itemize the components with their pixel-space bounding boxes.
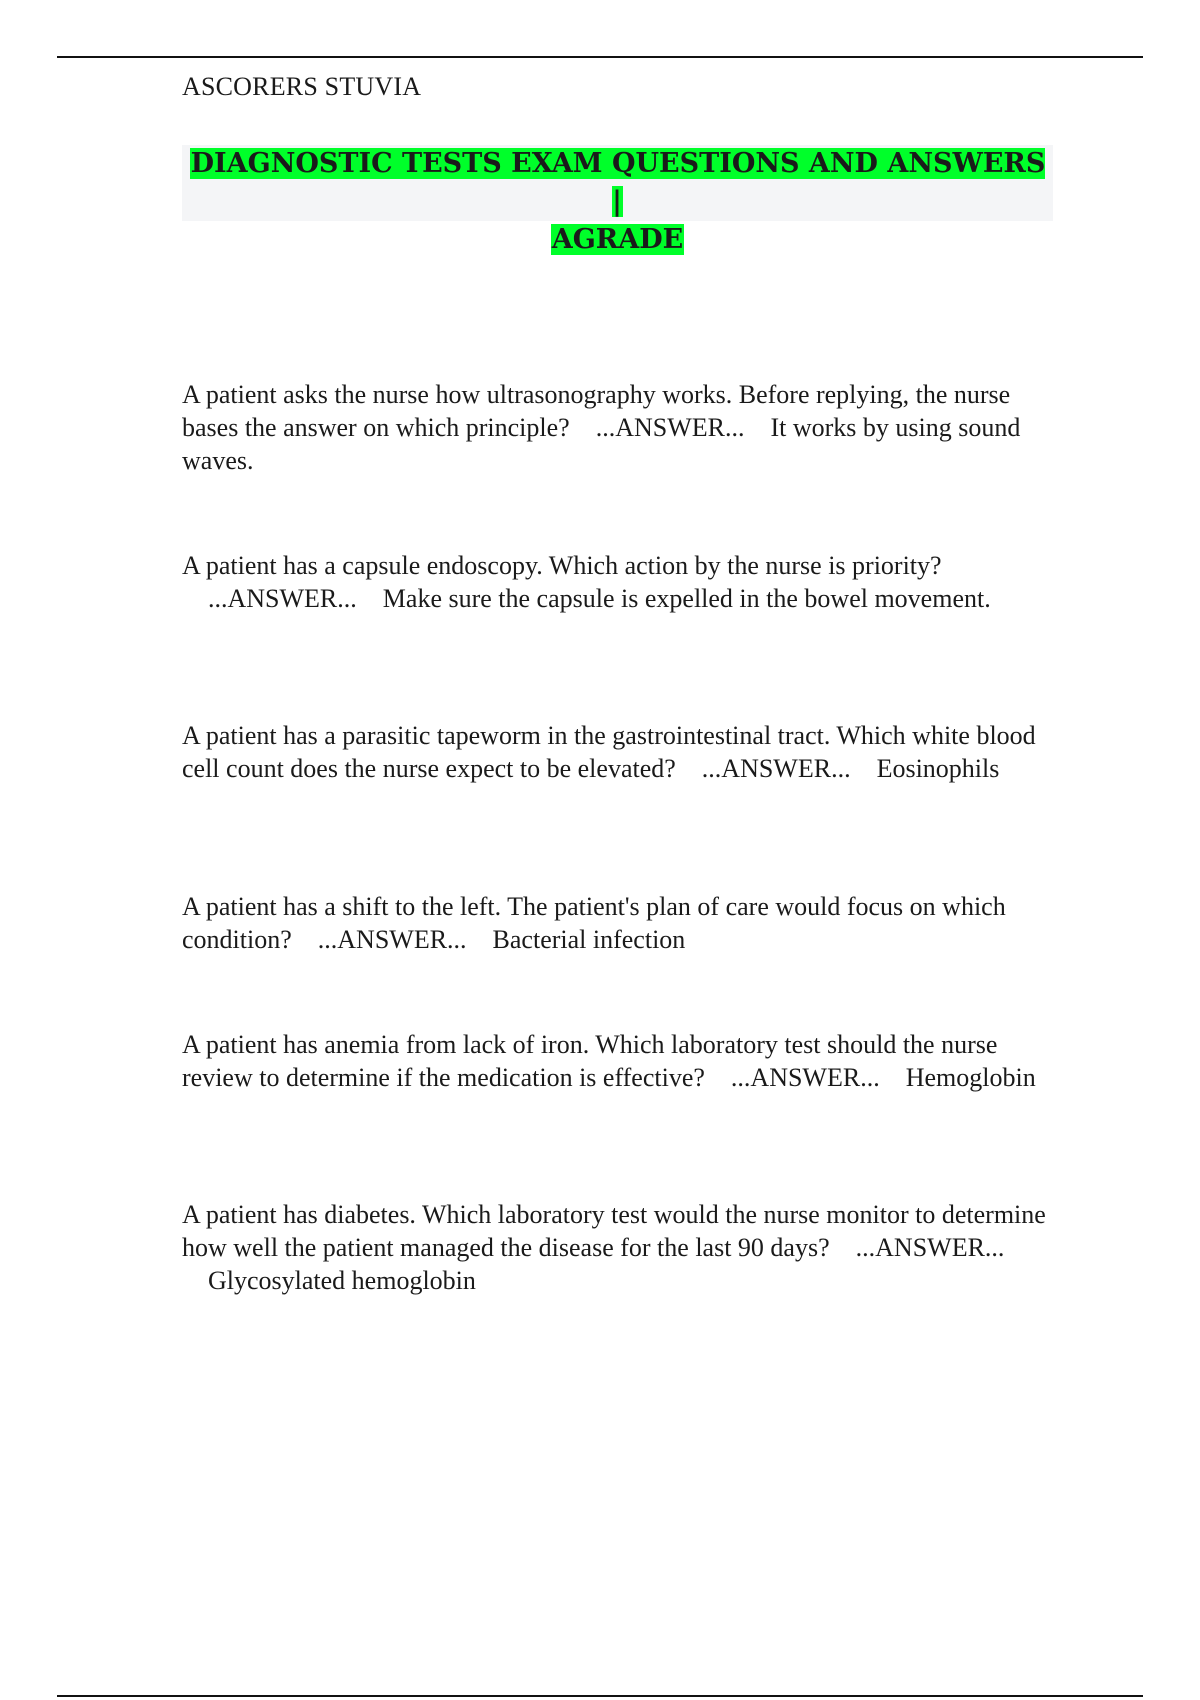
answer-text: Glycosylated hemoglobin [208,1266,476,1295]
answer-text: Bacterial infection [492,925,686,954]
title-line-1: DIAGNOSTIC TESTS EXAM QUESTIONS AND ANSWERS | [190,148,1046,217]
question-text: A patient asks the nurse how ultrasonography works. Before replying, the nurse bases the answer on which principle? [182,380,1011,442]
answer-marker: ...ANSWER... [317,925,467,954]
answer-marker: ...ANSWER... [855,1233,1005,1262]
question-text: A patient has a parasitic tapeworm in the gastrointestinal tract. Which white blood cell count does the nurse expect to be elevated? [182,721,1036,783]
question-text: A patient has diabetes. Which laboratory test would the nurse monitor to determine how well the patient managed the disease for the last 90 days? [182,1200,1046,1262]
answer-marker: ...ANSWER... [701,754,851,783]
qa-item [182,719,1062,785]
title-line-2: AGRADE [551,224,684,255]
qa-item [182,1028,1062,1094]
answer-marker: ...ANSWER... [730,1063,880,1092]
qa-item [182,549,1062,615]
bottom-rule [57,1695,1143,1697]
answer-text: Eosinophils [876,754,1000,783]
answer-marker: ...ANSWER... [208,584,357,613]
top-rule [57,56,1143,58]
qa-item [182,378,1062,477]
document-title [182,145,1053,255]
document-source-header: ASCORERS STUVIA [182,72,422,101]
answer-marker: ...ANSWER... [595,413,745,442]
qa-item [182,1198,1062,1297]
answer-text: It works by using sound waves. [182,413,1021,475]
answer-text: Make sure the capsule is expelled in the bowel movement. [382,584,991,613]
question-text: A patient has anemia from lack of iron. Which laboratory test should the nurse review to determine if the medication is effective? [182,1030,998,1092]
question-text: A patient has a capsule endoscopy. Which action by the nurse is priority? [182,551,942,580]
answer-text: Hemoglobin [905,1063,1036,1092]
question-text: A patient has a shift to the left. The patient's plan of care would focus on which condition? [182,892,1006,954]
qa-item [182,890,1062,956]
